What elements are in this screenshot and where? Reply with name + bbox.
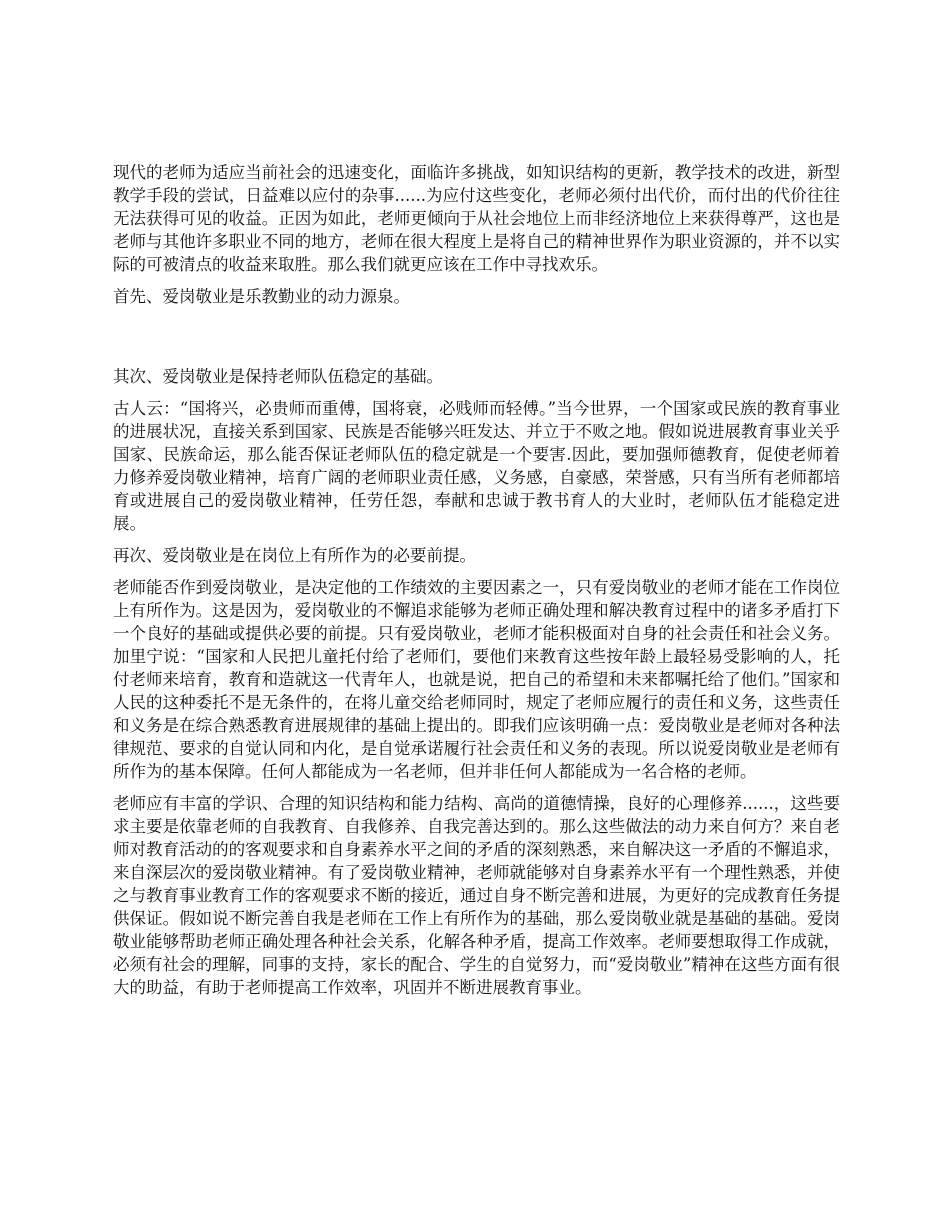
- heading-third-point: 再次、爱岗敬业是在岗位上有所作为的必要前提。: [113, 546, 476, 565]
- closing-paragraph: 老师应有丰富的学识、合理的知识结构和能力结构、高尚的道德情操，良好的心理修养......，这些要求主要是依靠老师的自我教育、自我修养、自我完善达到的。那么这些做法的动力来自何方？来自老师对教育活动的的客观要求和自身素养水平之间的矛盾的深刻熟悉，来自解决这一矛盾的不懈追求，来自深层次的爱岗敬业精神。有了爱岗敬业精神，老师就能够对自身素养水平有一个理性熟悉，并使之与教育事业教育工作的客观要求不断的接近，通过自身不断完善和进展，为更好的完成教育任务提供保证。假如说不断完善自我是老师在工作上有所作为的基础，那么爱岗敬业就是基础的基础。爱岗敬业能够帮助老师正确处理各种社会关系，化解各种矛盾，提高工作效率。老师要想取得工作成就，必须有社会的理解，同事的支持，家长的配合、学生的自觉努力，而“爱岗敬业”精神在这些方面有很大的助益，有助于老师提高工作效率，巩固并不断进展教育事业。: [113, 794, 840, 997]
- second-point-body: 古人云：“国将兴，必贵师而重傅，国将衰，必贱师而轻傅。”当今世界，一个国家或民族的教育事业的进展状况，直接关系到国家、民族是否能够兴旺发达、并立于不败之地。假如说进展教育事业关乎国家、民族命运，那么能否保证老师队伍的稳定就是一个要害.因此，要加强师德教育，促使老师着力修养爱岗敬业精神，培育广阔的老师职业责任感，义务感，自豪感，荣誉感，只有当所有老师都培育或进展自己的爱岗敬业精神，任劳任怨，奉献和忠诚于教书育人的大业时，老师队伍才能稳定进展。: [113, 399, 840, 533]
- third-point-body: 老师能否作到爱岗敬业，是决定他的工作绩效的主要因素之一，只有爱岗敬业的老师才能在工作岗位上有所作为。这是因为，爱岗敬业的不懈追求能够为老师正确处理和解决教育过程中的诸多矛盾打下一个良好的基础或提供必要的前提。只有爱岗敬业，老师才能积极面对自身的社会责任和社会义务。加里宁说：“国家和人民把儿童托付给了老师们，要他们来教育这些按年龄上最轻易受影响的人，托付老师来培育，教育和造就这一代青年人，也就是说，把自己的希望和未来都嘱托给了他们。”国家和人民的这种委托不是无条件的，在将儿童交给老师同时，规定了老师应履行的责任和义务，这些责任和义务是在综合熟悉教育进展规律的基础上提出的。即我们应该明确一点：爱岗敬业是老师对各种法律规范、要求的自觉认同和内化，是自觉承诺履行社会责任和义务的表现。所以说爱岗敬业是老师有所作为的基本保障。任何人都能成为一名老师，但并非任何人都能成为一名合格的老师。: [113, 578, 840, 781]
- heading-second-point: 其次、爱岗敬业是保持老师队伍稳定的基础。: [113, 367, 443, 386]
- document-page: [113, 161, 840, 1008]
- intro-paragraph: 现代的老师为适应当前社会的迅速变化，面临许多挑战，如知识结构的更新，教学技术的改进，新型教学手段的尝试，日益难以应付的杂事......为应付这些变化，老师必须付出代价，而付出的代价往往无法获得可见的收益。正因为如此，老师更倾向于从社会地位上而非经济地位上来获得尊严，这也是老师与其他许多职业不同的地方，老师在很大程度上是将自己的精神世界作为职业资源的，并不以实际的可被清点的收益来取胜。那么我们就更应该在工作中寻找欢乐。: [113, 163, 840, 274]
- heading-first-point: 首先、爱岗敬业是乐教勤业的动力源泉。: [113, 287, 410, 306]
- blank-gap: [113, 317, 840, 365]
